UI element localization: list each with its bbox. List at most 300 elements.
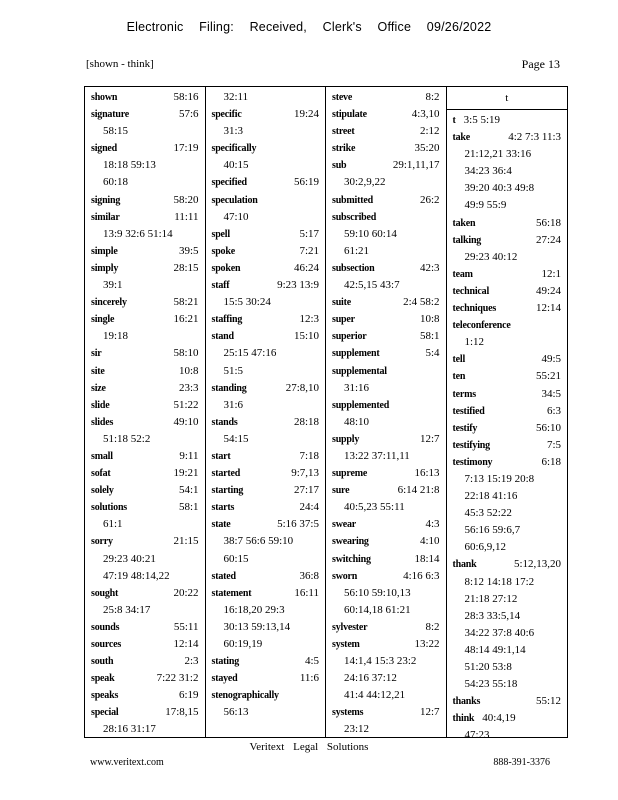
page-line-refs: 40:5,23 55:11 bbox=[344, 501, 405, 514]
index-term: sofat bbox=[91, 468, 111, 480]
index-term: submitted bbox=[332, 194, 373, 206]
page-line-refs: 39:1 bbox=[103, 279, 123, 292]
index-entry bbox=[91, 687, 199, 704]
page-line-refs: 4:2 7:3 11:3 bbox=[508, 131, 561, 144]
index-continuation bbox=[453, 249, 562, 266]
page-line-refs: 26:2 bbox=[419, 193, 440, 206]
footer-company: Veritext Legal Solutions bbox=[249, 741, 369, 753]
page-line-refs: 34:5 bbox=[541, 387, 561, 400]
page-line-refs: 60:14,18 61:21 bbox=[344, 603, 411, 616]
index-continuation bbox=[453, 676, 562, 693]
index-entry bbox=[212, 106, 320, 123]
index-term: signature bbox=[91, 109, 130, 121]
index-term: stand bbox=[211, 331, 234, 343]
index-term: spell bbox=[211, 228, 230, 240]
page-line-refs: 16:11 bbox=[294, 586, 319, 599]
index-term: street bbox=[332, 126, 355, 138]
page-line-refs: 29:1,11,17 bbox=[392, 159, 440, 172]
index-entry bbox=[91, 380, 199, 397]
page-line-refs: 12:1 bbox=[541, 267, 561, 280]
index-continuation bbox=[453, 163, 562, 180]
index-entry bbox=[212, 192, 320, 209]
index-continuation bbox=[332, 602, 440, 619]
index-term: specific bbox=[211, 109, 242, 121]
page-line-refs: 4:5 bbox=[304, 655, 319, 668]
index-term: supply bbox=[332, 433, 360, 445]
index-continuation bbox=[332, 687, 440, 704]
index-term: subsection bbox=[332, 262, 375, 274]
index-entry bbox=[453, 300, 562, 317]
page-line-refs: 61:21 bbox=[344, 244, 370, 257]
index-term: superior bbox=[332, 331, 367, 343]
index-entry bbox=[332, 551, 440, 568]
page-line-refs: 6:3 bbox=[546, 404, 561, 417]
index-continuation bbox=[91, 602, 199, 619]
index-continuation bbox=[212, 397, 320, 414]
index-column bbox=[326, 87, 447, 737]
index-term: super bbox=[332, 314, 355, 326]
page-number: Page 13 bbox=[521, 57, 560, 71]
index-term: stayed bbox=[211, 673, 238, 685]
index-entry bbox=[332, 568, 440, 585]
index-entry bbox=[212, 670, 320, 687]
index-term: stands bbox=[211, 416, 238, 428]
index-continuation bbox=[91, 157, 199, 174]
page-line-refs: 29:23 40:12 bbox=[464, 250, 518, 263]
index-column bbox=[447, 87, 568, 742]
index-term: sought bbox=[91, 587, 119, 599]
index-term: sincerely bbox=[91, 297, 127, 309]
page-line-refs: 2:12 bbox=[419, 125, 440, 138]
index-term: sylvester bbox=[332, 621, 368, 633]
index-term: simple bbox=[91, 245, 118, 257]
index-continuation bbox=[91, 174, 199, 191]
page-line-refs: 58:16 bbox=[173, 91, 199, 103]
page-line-refs: 42:3 bbox=[419, 261, 440, 274]
index-entry bbox=[332, 328, 440, 345]
index-entry bbox=[91, 465, 199, 482]
index-term: single bbox=[91, 314, 115, 326]
footer-website: www.veritext.com bbox=[90, 757, 164, 768]
page-line-refs: 60:18 bbox=[103, 176, 129, 189]
page-line-refs: 31:16 bbox=[344, 381, 370, 394]
index-term: speak bbox=[91, 673, 115, 685]
page-line-refs: 57:6 bbox=[178, 108, 199, 121]
page-line-refs: 24:16 37:12 bbox=[344, 672, 397, 685]
page-line-refs: 56:18 bbox=[535, 216, 561, 229]
index-entry bbox=[453, 420, 562, 437]
index-entry bbox=[212, 687, 320, 704]
index-entry bbox=[91, 414, 199, 431]
page-line-refs: 2:3 bbox=[184, 655, 199, 668]
page-line-refs: 49:5 bbox=[541, 353, 561, 366]
index-entry bbox=[332, 704, 440, 721]
index-entry bbox=[332, 363, 440, 380]
page-line-refs: 51:18 52:2 bbox=[103, 432, 151, 445]
index-entry bbox=[332, 192, 440, 209]
index-term: signed bbox=[91, 143, 118, 155]
page-line-refs: 28:3 33:5,14 bbox=[464, 609, 521, 622]
page-line-refs: 4:10 bbox=[419, 535, 440, 548]
page-line-refs: 31:6 bbox=[223, 398, 244, 411]
page-line-refs: 30:13 59:13,14 bbox=[223, 620, 291, 633]
index-entry bbox=[453, 283, 562, 300]
index-continuation bbox=[212, 363, 320, 380]
index-continuation bbox=[453, 197, 562, 214]
index-term: standing bbox=[211, 382, 247, 394]
filing-header: Electronic Filing: Received, Clerk's Office 09/26/2022 bbox=[126, 20, 492, 34]
page-line-refs: 60:15 bbox=[223, 552, 249, 565]
page-line-refs: 54:23 55:18 bbox=[464, 678, 518, 691]
index-entry bbox=[332, 140, 440, 157]
page-line-refs: 17:19 bbox=[173, 142, 199, 155]
index-term: supplemental bbox=[332, 365, 387, 377]
index-entry bbox=[212, 585, 320, 602]
index-term: testify bbox=[452, 422, 478, 434]
page-line-refs: 51:22 bbox=[173, 398, 199, 411]
page-line-refs: 15:10 bbox=[293, 330, 319, 343]
page-line-refs: 3:5 5:19 bbox=[463, 114, 501, 126]
page-line-refs: 10:8 bbox=[178, 364, 199, 377]
page-line-refs: 55:11 bbox=[173, 620, 199, 633]
index-continuation bbox=[91, 568, 199, 585]
index-continuation bbox=[212, 123, 320, 140]
index-entry bbox=[453, 556, 562, 573]
index-continuation bbox=[453, 488, 562, 505]
index-continuation bbox=[453, 608, 562, 625]
index-continuation bbox=[91, 431, 199, 448]
index-entry bbox=[91, 397, 199, 414]
page-line-refs: 51:5 bbox=[223, 364, 244, 377]
index-term: techniques bbox=[452, 303, 497, 315]
page-line-refs: 23:3 bbox=[178, 381, 199, 394]
page-line-refs: 54:1 bbox=[178, 484, 199, 497]
page-line-refs: 40:15 bbox=[223, 159, 249, 172]
index-term: spoken bbox=[211, 262, 241, 274]
page-line-refs: 46:24 bbox=[293, 261, 319, 274]
page-line-refs: 13:22 37:11,11 bbox=[344, 449, 410, 462]
index-entry bbox=[212, 448, 320, 465]
index-entry bbox=[212, 653, 320, 670]
page-line-refs: 11:11 bbox=[174, 210, 199, 223]
page-line-refs: 4:16 6:3 bbox=[403, 569, 440, 582]
page-line-refs: 12:14 bbox=[535, 302, 561, 315]
page-line-refs: 42:5,15 43:7 bbox=[344, 279, 400, 292]
index-entry bbox=[212, 174, 320, 191]
index-term: stipulate bbox=[332, 109, 367, 121]
index-continuation bbox=[91, 226, 199, 243]
index-entry bbox=[212, 243, 320, 260]
page-line-refs: 49:10 bbox=[173, 415, 199, 428]
index-continuation bbox=[91, 516, 199, 533]
index-term: suite bbox=[332, 297, 352, 309]
page-line-refs: 60:6,9,12 bbox=[464, 541, 507, 554]
index-term: systems bbox=[332, 707, 364, 719]
index-entry bbox=[332, 157, 440, 174]
index-entry bbox=[91, 260, 199, 277]
index-term: size bbox=[91, 382, 106, 394]
index-term: spoke bbox=[211, 245, 235, 257]
page-line-refs: 11:6 bbox=[299, 672, 319, 685]
index-entry bbox=[212, 499, 320, 516]
index-term: simply bbox=[91, 262, 119, 274]
index-continuation bbox=[212, 345, 320, 362]
page-line-refs: 12:3 bbox=[299, 313, 319, 326]
index-entry bbox=[212, 260, 320, 277]
index-entry bbox=[212, 414, 320, 431]
index-entry bbox=[332, 533, 440, 550]
index-column bbox=[85, 87, 206, 737]
page-line-refs: 7:22 31:2 bbox=[156, 672, 199, 685]
page-line-refs: 25:15 47:16 bbox=[223, 347, 277, 360]
index-term: started bbox=[211, 468, 241, 480]
index-continuation bbox=[212, 157, 320, 174]
index-continuation bbox=[332, 243, 440, 260]
index-term: south bbox=[91, 656, 114, 668]
index-entry bbox=[332, 123, 440, 140]
page-line-refs: 28:16 31:17 bbox=[103, 723, 156, 736]
index-term: slides bbox=[91, 416, 114, 428]
page-line-refs: 19:21 bbox=[173, 467, 199, 480]
index-entry bbox=[91, 192, 199, 209]
index-term: thanks bbox=[452, 696, 481, 708]
page-line-refs: 1:12 bbox=[464, 336, 485, 349]
index-continuation bbox=[212, 636, 320, 653]
index-continuation bbox=[453, 180, 562, 197]
page-line-refs: 41:4 44:12,21 bbox=[344, 689, 406, 702]
index-column bbox=[206, 87, 327, 737]
index-term: team bbox=[452, 268, 473, 280]
index-entry bbox=[212, 226, 320, 243]
index-entry bbox=[91, 140, 199, 157]
index-entry bbox=[453, 368, 562, 385]
index-term: strike bbox=[332, 143, 356, 155]
index-entry bbox=[453, 317, 562, 334]
page-line-refs: 31:3 bbox=[223, 125, 244, 138]
index-continuation bbox=[453, 625, 562, 642]
index-term: sworn bbox=[332, 570, 358, 582]
page-line-refs: 49:9 55:9 bbox=[464, 199, 507, 212]
page-line-refs: 47:19 48:14,22 bbox=[103, 569, 170, 582]
page-line-refs: 60:19,19 bbox=[223, 638, 263, 650]
index-continuation bbox=[332, 277, 440, 294]
page-line-refs: 18:18 59:13 bbox=[103, 159, 156, 172]
index-continuation bbox=[212, 209, 320, 226]
page-line-refs: 5:16 37:5 bbox=[277, 518, 319, 531]
index-term: speculation bbox=[211, 194, 258, 206]
index-entry bbox=[212, 516, 320, 533]
letter-heading: t bbox=[447, 87, 568, 110]
page-line-refs: 47:10 bbox=[223, 210, 249, 223]
page-line-refs: 54:15 bbox=[223, 432, 249, 445]
page-line-refs: 27:24 bbox=[535, 233, 561, 246]
page-line-refs: 12:14 bbox=[173, 638, 199, 650]
page-line-refs: 25:8 34:17 bbox=[103, 603, 151, 616]
index-entry bbox=[91, 585, 199, 602]
index-term: starting bbox=[211, 485, 244, 497]
page-line-refs: 13:22 bbox=[414, 638, 440, 650]
index-term: solely bbox=[91, 485, 114, 497]
index-continuation bbox=[453, 146, 562, 163]
index-entry bbox=[91, 311, 199, 328]
page-line-refs: 56:13 bbox=[223, 706, 249, 719]
page-line-refs: 9:23 13:9 bbox=[277, 279, 319, 292]
page-line-refs: 14:1,4 15:3 23:2 bbox=[344, 655, 417, 668]
index-continuation bbox=[332, 721, 440, 738]
index-continuation bbox=[212, 89, 320, 106]
index-entry bbox=[453, 403, 562, 420]
word-index-table bbox=[84, 86, 568, 742]
index-continuation bbox=[453, 659, 562, 676]
index-entry bbox=[332, 89, 440, 106]
page-line-refs: 29:23 40:21 bbox=[103, 552, 156, 565]
page-line-refs: 22:18 41:16 bbox=[464, 490, 518, 503]
index-continuation bbox=[453, 642, 562, 659]
index-continuation bbox=[332, 174, 440, 191]
page-line-refs: 7:13 15:19 20:8 bbox=[464, 472, 535, 485]
index-entry bbox=[212, 328, 320, 345]
page-line-refs: 27:17 bbox=[293, 484, 319, 497]
page-line-refs: 21:12,21 33:16 bbox=[464, 148, 532, 161]
index-continuation bbox=[91, 277, 199, 294]
index-entry bbox=[91, 653, 199, 670]
index-term: talking bbox=[452, 234, 482, 246]
index-term: specified bbox=[211, 177, 247, 189]
page-line-refs: 58:10 bbox=[173, 347, 199, 360]
index-continuation bbox=[212, 294, 320, 311]
page-line-refs: 49:24 bbox=[535, 284, 561, 297]
page-line-refs: 5:4 bbox=[425, 347, 440, 360]
page-line-refs: 23:12 bbox=[344, 723, 370, 736]
index-continuation bbox=[453, 471, 562, 488]
index-entry bbox=[453, 215, 562, 232]
index-term: similar bbox=[91, 211, 120, 223]
page-line-refs: 39:5 bbox=[178, 244, 199, 257]
page-line-refs: 58:15 bbox=[103, 125, 129, 138]
index-continuation bbox=[212, 533, 320, 550]
page-line-refs: 24:4 bbox=[299, 501, 319, 514]
page-line-refs: 7:21 bbox=[299, 244, 319, 257]
page-line-refs: 47:23 bbox=[464, 729, 490, 742]
index-entry bbox=[91, 636, 199, 653]
page-line-refs: 9:7,13 bbox=[291, 467, 319, 480]
index-entry bbox=[332, 260, 440, 277]
index-entry bbox=[91, 499, 199, 516]
page-line-refs: 56:16 59:6,7 bbox=[464, 524, 521, 537]
index-entry bbox=[212, 482, 320, 499]
page-line-refs: 17:8,15 bbox=[165, 706, 199, 719]
page-line-refs: 10:8 bbox=[419, 313, 440, 326]
page-line-refs: 7:5 bbox=[546, 438, 561, 451]
page-line-refs: 4:3,10 bbox=[411, 108, 440, 121]
index-term: tell bbox=[452, 354, 466, 366]
page-line-refs: 56:19 bbox=[293, 176, 319, 189]
index-term: small bbox=[91, 450, 113, 462]
index-entry bbox=[332, 619, 440, 636]
index-entry bbox=[332, 397, 440, 414]
index-continuation bbox=[453, 505, 562, 522]
page-line-refs: 61:1 bbox=[103, 518, 123, 531]
page-line-refs: 21:18 27:12 bbox=[464, 592, 518, 605]
index-entry bbox=[212, 568, 320, 585]
index-term: stated bbox=[211, 570, 236, 582]
index-entry bbox=[332, 345, 440, 362]
index-continuation bbox=[453, 334, 562, 351]
index-continuation bbox=[332, 448, 440, 465]
page-line-refs: 58:1 bbox=[178, 501, 199, 514]
page-line-refs: 55:21 bbox=[535, 370, 561, 383]
index-continuation bbox=[332, 414, 440, 431]
page-line-refs: 7:18 bbox=[299, 449, 319, 462]
index-continuation bbox=[453, 539, 562, 556]
index-entry bbox=[91, 294, 199, 311]
index-entry bbox=[91, 363, 199, 380]
index-continuation bbox=[332, 226, 440, 243]
page-line-refs: 58:21 bbox=[173, 296, 199, 309]
index-entry bbox=[91, 106, 199, 123]
index-term: specifically bbox=[211, 143, 257, 155]
page-line-refs: 16:21 bbox=[173, 313, 199, 326]
index-term: taken bbox=[452, 217, 476, 229]
index-term: sorry bbox=[91, 536, 113, 548]
index-continuation bbox=[91, 123, 199, 140]
page-line-refs: 2:4 58:2 bbox=[403, 296, 440, 309]
index-entry bbox=[212, 380, 320, 397]
index-term: statement bbox=[211, 587, 252, 599]
index-term: sir bbox=[91, 348, 102, 360]
index-continuation bbox=[332, 380, 440, 397]
index-term: start bbox=[211, 450, 231, 462]
index-term: stenographically bbox=[211, 690, 279, 702]
page-line-refs: 38:7 56:6 59:10 bbox=[223, 535, 294, 548]
page-line-refs: 19:18 bbox=[103, 330, 129, 343]
index-term: technical bbox=[452, 285, 490, 297]
page-line-refs: 12:7 bbox=[419, 706, 440, 719]
page-line-refs: 58:1 bbox=[419, 330, 440, 343]
index-entry bbox=[212, 465, 320, 482]
index-term: supplement bbox=[332, 348, 380, 360]
index-entry bbox=[453, 693, 562, 710]
index-entry bbox=[453, 454, 562, 471]
index-term: think bbox=[452, 713, 475, 725]
page-line-refs: 5:17 bbox=[299, 227, 319, 240]
page-line-refs: 28:18 bbox=[293, 415, 319, 428]
index-entry bbox=[91, 89, 199, 106]
index-term: teleconference bbox=[452, 320, 511, 332]
index-term: sounds bbox=[91, 621, 120, 633]
page-line-refs: 6:14 21:8 bbox=[397, 484, 440, 497]
page-line-refs: 8:2 bbox=[425, 620, 440, 633]
index-continuation bbox=[453, 574, 562, 591]
index-entry bbox=[453, 232, 562, 249]
index-entry bbox=[212, 277, 320, 294]
page-line-refs: 20:22 bbox=[173, 586, 199, 599]
page-line-refs: 18:14 bbox=[414, 552, 440, 565]
index-term: staff bbox=[211, 280, 230, 292]
index-term: swearing bbox=[332, 536, 369, 548]
page-line-refs: 58:20 bbox=[173, 193, 199, 206]
index-entry bbox=[332, 209, 440, 226]
page-line-refs: 21:15 bbox=[173, 535, 199, 548]
index-term: system bbox=[332, 639, 360, 650]
index-entry bbox=[212, 311, 320, 328]
index-term: switching bbox=[332, 553, 371, 565]
index-continuation bbox=[332, 670, 440, 687]
index-continuation bbox=[212, 619, 320, 636]
index-entry bbox=[91, 345, 199, 362]
page-line-refs: 30:2,9,22 bbox=[344, 176, 386, 189]
index-continuation bbox=[453, 591, 562, 608]
